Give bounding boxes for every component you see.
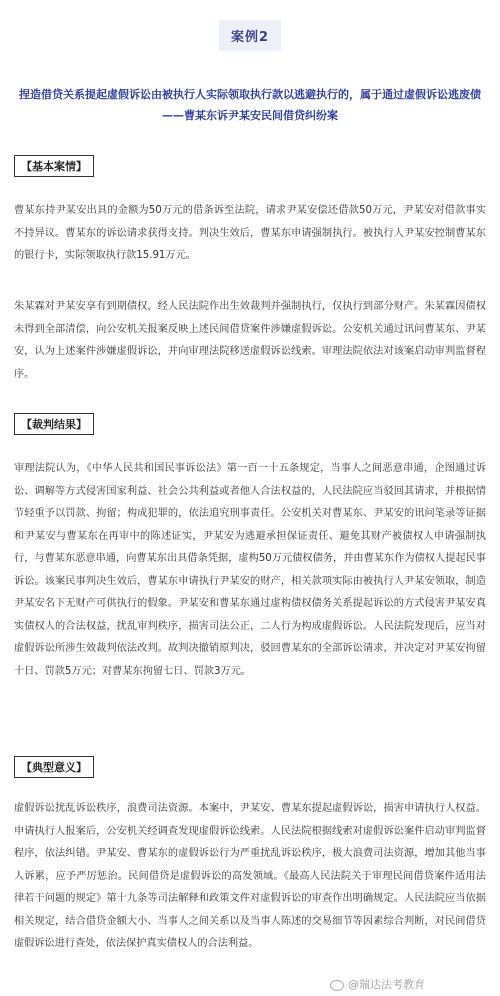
significance-paragraph-1: 虚假诉讼扰乱诉讼秩序，浪费司法资源。本案中，尹某安、曹某东提起虚假诉讼，损害申请执行人权益。申请执行人报案后，公安机关经调查发现虚假诉讼线索。人民法院根据线索对虚假诉讼案件启动审判监督程序，依法纠错。尹某安、曹某东的虚假诉讼行为严重扰乱诉讼秩序，极大浪费司法资源，增加其他当事人诉累，应予严厉惩治。民间借贷是虚假诉讼的高发领域。《最高人民法院关于审理民间借贷案件适用法律若干问题的规定》第十九条等司法解释和政策文件对虚假诉讼的审查作出明确规定。人民法院应当依据相关规定，结合借贷金额大小、当事人之间关系以及当事人陈述的交易细节等因素综合判断，对民间借贷虚假诉讼进行查处，依法保护真实债权人的合法利益。 [14,803,486,949]
headline-title: 捏造借贷关系提起虚假诉讼由被执行人实际领取执行款以逃避执行的，属于通过虚假诉讼逃废债 [19,88,481,101]
case-tag: 案例2 [219,20,281,51]
case-tag-container [0,20,500,51]
bracket-close: 】 [76,160,87,173]
weibo-icon [330,980,344,991]
section-header-judgment [14,413,94,435]
section-title-facts: 基本案情 [32,160,76,173]
bracket-open: 【 [21,160,32,173]
section-title-judgment: 裁判结果 [32,418,76,431]
section-header-facts [14,155,94,177]
bracket-close: 】 [76,761,87,774]
watermark-text: @瑞达法考教育 [348,978,425,991]
watermark [330,976,425,992]
judgment-paragraph-1: 审理法院认为，《中华人民共和国民事诉讼法》第一百一十五条规定，当事人之间恶意串通，企图通过诉讼、调解等方式侵害国家利益、社会公共利益或者他人合法权益的，人民法院应当驳回其请求，并根据情节轻重予以罚款、拘留；构成犯罪的，依法追究刑事责任。公安机关对曹某东、尹某安的讯问笔录等证据和尹某安与曹某东在再审中的陈述证实，尹某安为逃避承担保证责任、避免其财产被债权人申请强制执行，与曹某东恶意串通，向曹某东出具借条凭据，虚构50万元债权债务，并由曹某东作为债权人提起民事诉讼。该案民事判决生效后，曹某东申请执行尹某安的财产，相关款项实际由被执行人尹某安领取，制造尹某安名下无财产可供执行的假象。尹某安和曹某东通过虚构债权债务关系提起诉讼的方式侵害尹某安真实债权人的合法权益，扰乱审判秩序，损害司法公正，二人行为构成虚假诉讼。人民法院发现后，应当对虚假诉讼所涉生效裁判依法改判。故判决撤销原判决，驳回曹某东的全部诉讼请求，并决定对尹某安拘留十日、罚款5万元；对曹某东拘留七日、罚款3万元。 [14,463,486,677]
headline-subtitle: ——曹某东诉尹某安民间借贷纠纷案 [162,109,338,122]
bracket-close: 】 [76,418,87,431]
section-title-significance: 典型意义 [32,761,76,774]
facts-paragraph-2: 朱某霖对尹某安享有到期债权，经人民法院作出生效裁判并强制执行，仅执行到部分财产。朱某霖因债权未得到全部清偿，向公安机关报案反映上述民间借贷案件涉嫌虚假诉讼。公安机关通过讯问曹某东、尹某安，认为上述案件涉嫌虚假诉讼，并向审理法院移送虚假诉讼线索。审理法院依法对该案启动审判监督程序。 [14,301,486,380]
section-header-significance [14,756,94,778]
bracket-open: 【 [21,418,32,431]
bracket-open: 【 [21,761,32,774]
facts-paragraph-1: 曹某东持尹某安出具的金额为50万元的借条诉至法院，请求尹某安偿还借款50万元，尹某安对借款事实不持异议。曹某东的诉讼请求获得支持。判决生效后，曹某东申请强制执行。被执行人尹某安控制曹某东的银行卡，实际领取执行款15.91万元。 [14,205,486,261]
